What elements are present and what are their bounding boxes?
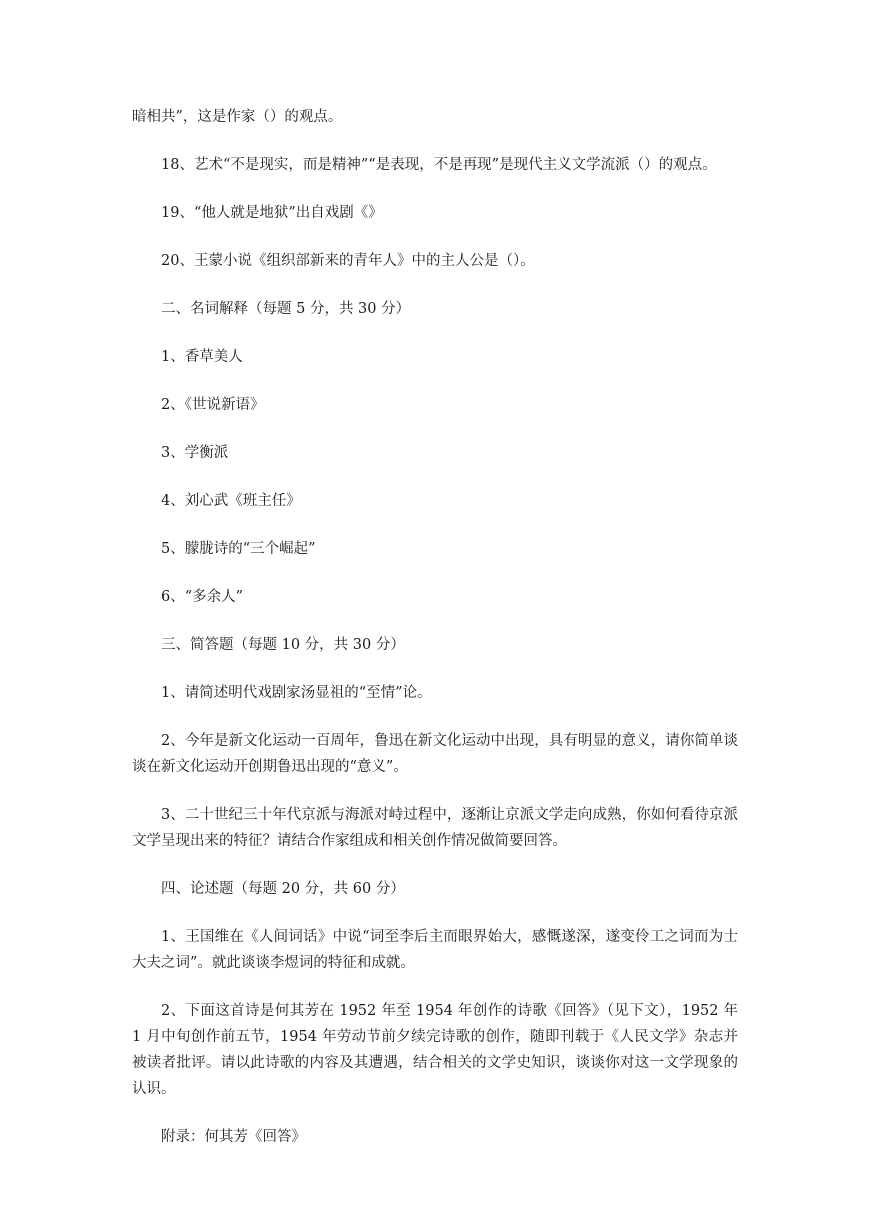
term-item-3: 3、学衡派: [161, 445, 229, 461]
short-answer-1: 1、请简述明代戏剧家汤显祖的“至情”论。: [161, 685, 432, 701]
paragraph-q18: 18、艺术“不是现实，而是精神”“是表现，不是再现”是现代主义文学流派（）的观点。: [161, 157, 717, 173]
short-answer-2: 2、今年是新文化运动一百周年，鲁迅在新文化运动中出现，具有明显的意义，请你简单谈谈在新文化运动开创期鲁迅出现的“意义”。: [132, 733, 738, 775]
essay-question-2: 2、下面这首诗是何其芳在 1952 年至 1954 年创作的诗歌《回答》（见下文），1952 年 1 月中旬创作前五节，1954 年劳动节前夕续完诗歌的创作，随即刊载于《人民文学》杂志并被读者批评。请以此诗歌的内容及其遭遇，结合相关的文学史知识，谈谈你对这一文学现象的认识。: [132, 1003, 738, 1097]
essay-question-1: 1、王国维在《人间词话》中说“词至李后主而眼界始大，感慨遂深，遂变伶工之词而为士大夫之词”。就此谈谈李煜词的特征和成就。: [132, 929, 738, 971]
appendix-title: 附录：何其芳《回答》: [161, 1129, 306, 1145]
term-item-4: 4、刘心武《班主任》: [161, 493, 301, 509]
term-item-1: 1、香草美人: [161, 349, 243, 365]
paragraph-q19: 19、“他人就是地狱”出自戏剧《》: [161, 205, 383, 221]
section-heading-essay: 四、论述题（每题 20 分，共 60 分）: [161, 881, 405, 897]
paragraph-q17-continuation: 暗相共”，这是作家（）的观点。: [132, 109, 343, 125]
section-heading-terms: 二、名词解释（每题 5 分，共 30 分）: [161, 301, 411, 317]
paragraph-q20: 20、王蒙小说《组织部新来的青年人》中的主人公是（）。: [161, 253, 535, 269]
term-item-5: 5、朦胧诗的“三个崛起”: [161, 541, 316, 557]
document-body: [132, 104, 738, 1172]
section-heading-short-answer: 三、简答题（每题 10 分，共 30 分）: [161, 637, 405, 653]
term-item-6: 6、“多余人”: [161, 589, 244, 605]
term-item-2: 2、《世说新语》: [161, 397, 265, 413]
short-answer-3: 3、二十世纪三十年代京派与海派对峙过程中，逐渐让京派文学走向成熟，你如何看待京派文学呈现出来的特征？请结合作家组成和相关创作情况做简要回答。: [132, 807, 738, 849]
